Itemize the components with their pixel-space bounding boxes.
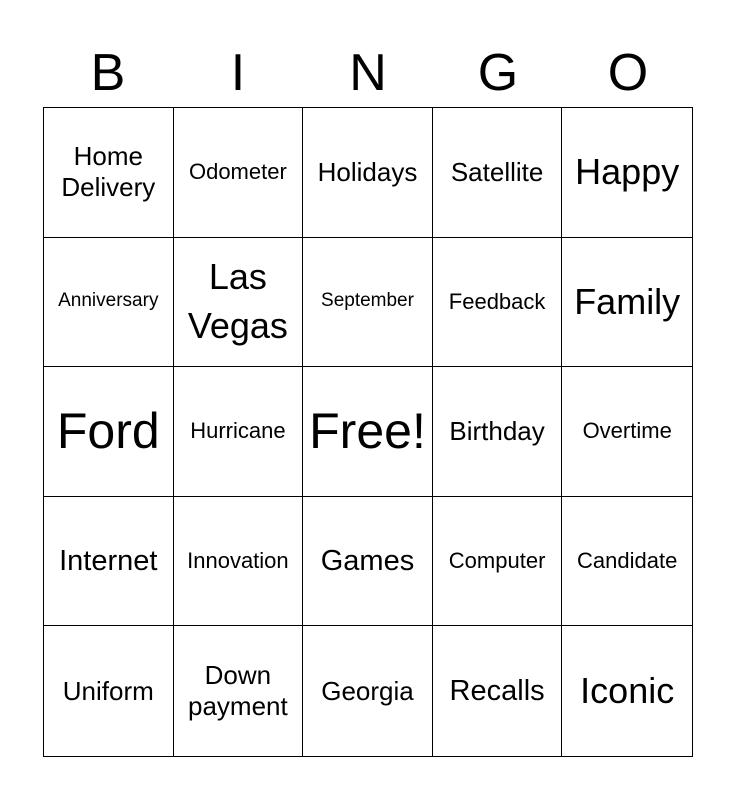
bingo-cell-r3-c1[interactable]: [44, 367, 174, 497]
header-letter-n: N: [349, 44, 387, 102]
bingo-cell-r2-c1[interactable]: [44, 238, 174, 368]
bingo-cell-r4-c4[interactable]: [433, 497, 563, 627]
header-letter-b: B: [90, 44, 126, 102]
bingo-cell-r4-c5[interactable]: [562, 497, 692, 627]
cell-label: Georgia: [321, 675, 414, 706]
bingo-cell-r2-c5[interactable]: [562, 238, 692, 368]
cell-label: Overtime: [582, 418, 672, 444]
cell-label: Anniversary: [58, 290, 159, 312]
bingo-cell-r4-c1[interactable]: [44, 497, 174, 627]
header-letter-o: O: [607, 44, 649, 102]
cell-label: Games: [320, 544, 415, 577]
header-letter-g: G: [477, 44, 519, 102]
bingo-cell-r3-c2[interactable]: [174, 367, 304, 497]
cell-label: Uniform: [62, 675, 154, 706]
bingo-cell-r2-c4[interactable]: [433, 238, 563, 368]
bingo-cell-r3-c4[interactable]: [433, 367, 563, 497]
bingo-cell-r1-c2[interactable]: [174, 108, 304, 238]
cell-label: Down payment: [188, 660, 288, 722]
header-letter-i: I: [230, 44, 246, 102]
cell-label: Satellite: [450, 156, 544, 187]
cell-label: Hurricane: [190, 418, 286, 444]
cell-label: Happy: [575, 151, 680, 192]
cell-label: Candidate: [577, 547, 678, 573]
bingo-cell-r3-c3[interactable]: [303, 367, 433, 497]
cell-label: Computer: [448, 547, 546, 573]
bingo-cell-r5-c1[interactable]: [44, 626, 174, 756]
bingo-cell-r4-c3[interactable]: [303, 497, 433, 627]
bingo-cell-r4-c2[interactable]: [174, 497, 304, 627]
cell-label: Innovation: [187, 547, 289, 573]
cell-label: Birthday: [449, 415, 545, 446]
bingo-cell-r1-c3[interactable]: [303, 108, 433, 238]
bingo-cell-r2-c2[interactable]: [174, 238, 304, 368]
bingo-cell-r1-c5[interactable]: [562, 108, 692, 238]
cell-label: Recalls: [449, 674, 545, 707]
cell-label: Odometer: [188, 159, 287, 185]
cell-label: Free!: [309, 403, 426, 460]
bingo-cell-r5-c2[interactable]: [174, 626, 304, 756]
cell-label: Internet: [59, 544, 158, 577]
bingo-cell-r5-c4[interactable]: [433, 626, 563, 756]
bingo-cell-r3-c5[interactable]: [562, 367, 692, 497]
bingo-cell-r5-c5[interactable]: [562, 626, 692, 756]
cell-label: Home Delivery: [61, 141, 156, 203]
bingo-cell-r5-c3[interactable]: [303, 626, 433, 756]
bingo-cell-r2-c3[interactable]: [303, 238, 433, 368]
cell-label: Ford: [56, 403, 160, 460]
cell-label: Las Vegas: [187, 256, 288, 346]
cell-label: Iconic: [580, 669, 675, 711]
bingo-cell-r1-c4[interactable]: [433, 108, 563, 238]
bingo-header: [43, 40, 693, 106]
bingo-board: [43, 107, 693, 757]
cell-label: Holidays: [317, 156, 418, 187]
cell-label: Feedback: [448, 288, 546, 314]
cell-label: September: [321, 290, 414, 312]
bingo-cell-r1-c1[interactable]: [44, 108, 174, 238]
cell-label: Family: [574, 280, 681, 322]
